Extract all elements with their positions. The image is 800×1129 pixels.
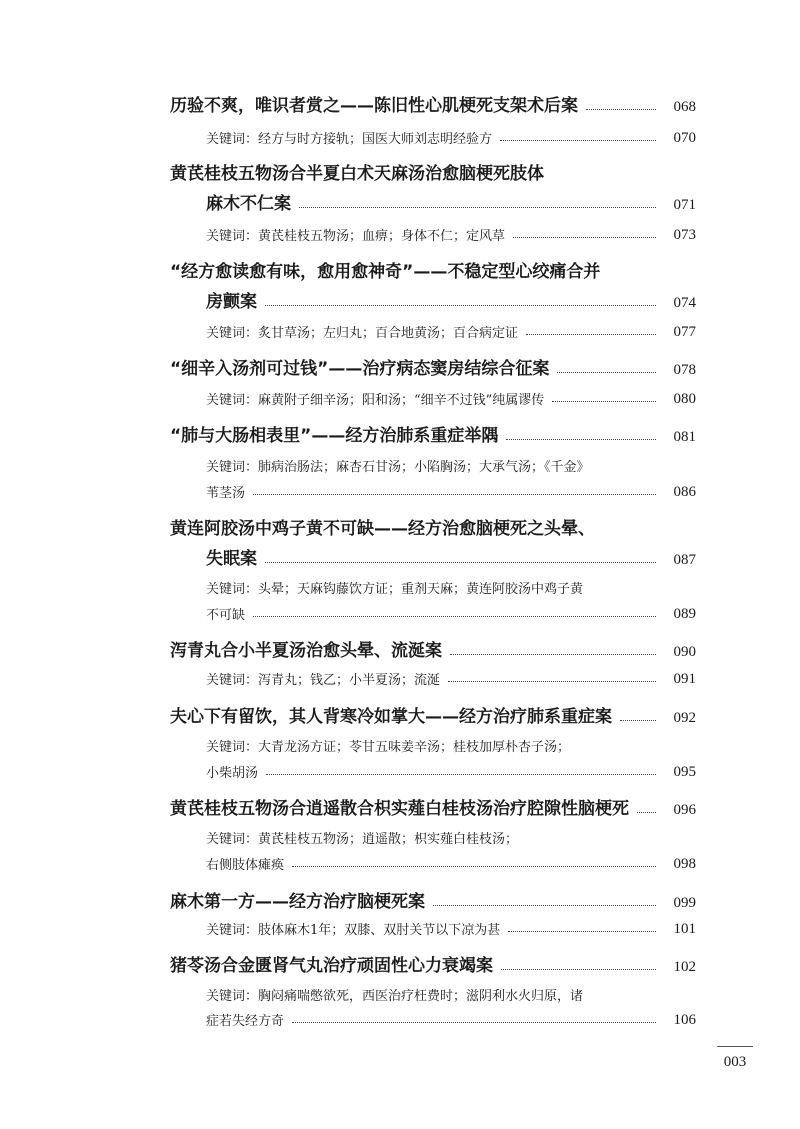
toc-page-number: 102 (673, 959, 696, 975)
leader-dots (450, 654, 656, 655)
toc-page-number: 101 (673, 921, 696, 937)
toc-entry-text: 关键词：经方与时方接轨；国医大师刘志明经验方 (206, 132, 493, 147)
toc-keyword-line (0, 660, 800, 688)
toc-entry (0, 541, 800, 569)
toc-keyword-line (0, 1001, 800, 1029)
toc-entry (0, 418, 800, 446)
toc-page-number: 092 (673, 710, 696, 726)
toc-entry-text: 历验不爽，唯识者赏之——陈旧性心肌梗死支架术后案 (170, 96, 578, 116)
toc-entry-text: 关键词：肺病治肠法；麻杏石甘汤；小陷胸汤；大承气汤；《千金》 (206, 460, 590, 475)
leader-dots (557, 372, 656, 373)
toc-page-number: 077 (673, 324, 696, 340)
leader-dots (500, 140, 656, 141)
toc-entry-text: “肺与大肠相表里”——经方治肺系重症举隅 (170, 426, 499, 446)
toc-page-number: 087 (673, 552, 696, 568)
toc-entry-text: 麻木不仁案 (206, 194, 291, 214)
toc-entry (0, 254, 800, 282)
toc-entry-text: 关键词：麻黄附子细辛汤；阳和汤；“细辛不过钱”纯属谬传 (206, 393, 545, 408)
toc-keyword-line (0, 595, 800, 623)
toc-page-number: 099 (673, 895, 696, 911)
toc-entry-text: 关键词：黄芪桂枝五物汤；血痹；身体不仁；定风草 (206, 229, 506, 244)
toc-entry (0, 791, 800, 819)
toc-entry (0, 88, 800, 116)
toc-entry-text: 右侧肢体瘫痪 (206, 858, 285, 873)
toc-keyword-line (0, 569, 800, 597)
toc-entry-text: 关键词：泻青丸；钱乙；小半夏汤；流涎 (206, 673, 441, 688)
toc-page-number: 081 (673, 429, 696, 445)
toc-page-number: 078 (673, 362, 696, 378)
toc-keyword-line (0, 727, 800, 755)
toc-keyword-line (0, 819, 800, 847)
toc-keyword-line (0, 380, 800, 408)
toc-page-number: 073 (673, 227, 696, 243)
leader-dots (292, 866, 656, 867)
toc-keyword-line (0, 447, 800, 475)
leader-dots (620, 720, 656, 721)
leader-dots (299, 207, 656, 208)
leader-dots (448, 681, 656, 682)
toc-entry (0, 156, 800, 184)
leader-dots (253, 494, 656, 495)
toc-entry-text: 症若失经方奇 (206, 1014, 285, 1029)
toc-page-number: 071 (673, 197, 696, 213)
toc-keyword-line (0, 976, 800, 1004)
toc-page-number: 086 (673, 484, 696, 500)
toc-page-number: 098 (673, 856, 696, 872)
toc-entry-text: 关键词：炙甘草汤；左归丸；百合地黄汤；百合病定证 (206, 326, 519, 341)
toc-page-number: 096 (673, 802, 696, 818)
toc-page-number: 080 (673, 391, 696, 407)
toc-keyword-line (0, 910, 800, 938)
leader-dots (265, 305, 656, 306)
toc-keyword-line (0, 845, 800, 873)
leader-dots (508, 931, 656, 932)
toc-entry (0, 948, 800, 976)
leader-dots (513, 237, 656, 238)
toc-keyword-line (0, 473, 800, 501)
toc-entry-text: 夫心下有留饮，其人背寒冷如掌大——经方治疗肺系重症案 (170, 707, 612, 727)
toc-entry-text: 不可缺 (206, 608, 246, 623)
toc-entry (0, 699, 800, 727)
leader-dots (637, 812, 656, 813)
toc-entry-text: 猪苓汤合金匮肾气丸治疗顽固性心力衰竭案 (170, 956, 493, 976)
toc-page-number: 091 (673, 671, 696, 687)
toc-entry-text: 房颤案 (206, 292, 257, 312)
toc-page-number: 070 (673, 130, 696, 146)
toc-page-number: 089 (673, 606, 696, 622)
leader-dots (292, 1022, 656, 1023)
leader-dots (501, 969, 656, 970)
leader-dots (266, 774, 656, 775)
toc-keyword-line (0, 119, 800, 147)
leader-dots (265, 562, 656, 563)
leader-dots (552, 401, 656, 402)
toc-keyword-line (0, 753, 800, 781)
leader-dots (586, 109, 656, 110)
toc-entry-text: “细辛入汤剂可过钱”——治疗病态窦房结综合征案 (170, 359, 550, 379)
leader-dots (253, 616, 656, 617)
toc-entry-text: 黄芪桂枝五物汤合逍遥散合枳实薤白桂枝汤治疗腔隙性脑梗死 (170, 799, 629, 819)
toc-entry-text: 苇茎汤 (206, 486, 246, 501)
folio-rule (717, 1046, 753, 1047)
toc-page-number: 068 (673, 99, 696, 115)
toc-page-number: 090 (673, 644, 696, 660)
toc-entry (0, 351, 800, 379)
toc-entry-text: 关键词：肢体麻木1年；双膝、双肘关节以下凉为甚 (206, 923, 501, 938)
toc-entry (0, 884, 800, 912)
toc-entry-text: 黄连阿胶汤中鸡子黄不可缺——经方治愈脑梗死之头晕、 (170, 519, 595, 539)
toc-entry-text: 麻木第一方——经方治疗脑梗死案 (170, 892, 425, 912)
toc-entry-text: 关键词：头晕；天麻钩藤饮方证；重剂天麻；黄连阿胶汤中鸡子黄 (206, 582, 584, 597)
toc-entry (0, 284, 800, 312)
toc-entry-text: 关键词：大青龙汤方证；苓甘五味姜辛汤；桂枝加厚朴杏子汤； (206, 740, 571, 755)
toc-entry (0, 633, 800, 661)
toc-entry-text: 泻青丸合小半夏汤治愈头晕、流涎案 (170, 641, 442, 661)
leader-dots (526, 334, 656, 335)
toc-page-number: 106 (673, 1012, 696, 1028)
toc-entry-text: 关键词：胸闷痛喘憋欲死，西医治疗枉费时；滋阴利水火归原，诸 (206, 989, 584, 1004)
toc-entry-text: 关键词：黄芪桂枝五物汤；逍遥散；枳实薤白桂枝汤； (206, 832, 519, 847)
toc-page-number: 095 (673, 764, 696, 780)
toc-entry-text: 小柴胡汤 (206, 766, 259, 781)
toc-entry-text: “经方愈读愈有味，愈用愈神奇”——不稳定型心绞痛合并 (170, 262, 601, 282)
toc-entry-text: 黄芪桂枝五物汤合半夏白术天麻汤治愈脑梗死肢体 (170, 164, 544, 184)
toc-keyword-line (0, 313, 800, 341)
toc-entry (0, 186, 800, 214)
leader-dots (433, 905, 656, 906)
toc-page-number: 074 (673, 295, 696, 311)
toc-entry-text: 失眠案 (206, 549, 257, 569)
toc-entry (0, 511, 800, 539)
page-number: 003 (723, 1054, 747, 1070)
leader-dots (506, 439, 656, 440)
toc-keyword-line (0, 216, 800, 244)
